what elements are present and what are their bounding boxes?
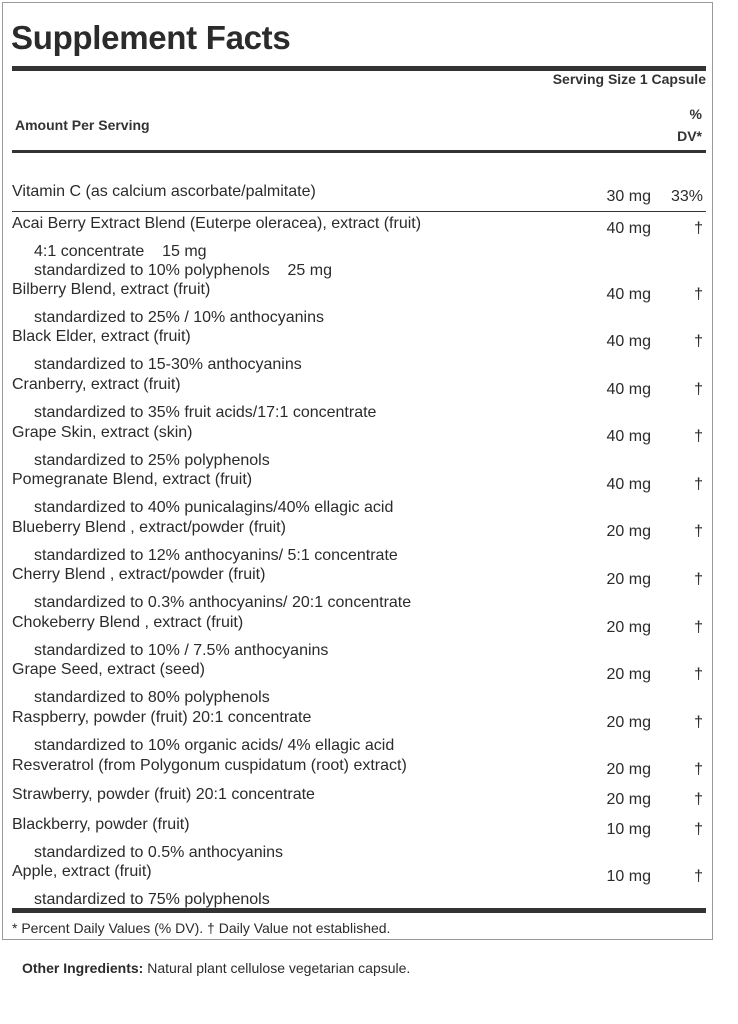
row-dv: † — [694, 428, 703, 445]
row-text: Apple, extract (fruit) — [12, 863, 152, 880]
row-dv: † — [694, 333, 703, 350]
other-ingredients — [22, 960, 410, 976]
amount-per-serving-label: Amount Per Serving — [15, 117, 150, 133]
row-dv: † — [694, 286, 703, 303]
dv-header-percent: % — [689, 106, 702, 122]
row-amount: 40 mg — [606, 220, 651, 237]
vitamin-divider — [12, 211, 706, 212]
row-amount: 40 mg — [606, 333, 651, 350]
row-subtext: standardized to 12% anthocyanins/ 5:1 concentrate — [34, 547, 398, 564]
row-amount: 40 mg — [606, 286, 651, 303]
row-amount: 40 mg — [606, 381, 651, 398]
row-subtext: standardized to 75% polyphenols — [34, 891, 270, 908]
row-text: Cherry Blend , extract/powder (fruit) — [12, 566, 266, 583]
row-subtext: standardized to 0.5% anthocyanins — [34, 844, 284, 861]
row-dv: † — [694, 381, 703, 398]
row-subtext: standardized to 10% polyphenols 25 mg — [34, 262, 332, 279]
row-subtext: standardized to 25% / 10% anthocyanins — [34, 309, 324, 326]
row-amount: 20 mg — [606, 523, 651, 540]
dv-header-label: DV* — [677, 128, 702, 144]
row-dv: † — [694, 476, 703, 493]
row-subtext: standardized to 40% punicalagins/40% ellagic acid — [34, 499, 394, 516]
row-amount: 20 mg — [606, 761, 651, 778]
row-dv: † — [694, 666, 703, 683]
row-amount: 20 mg — [606, 619, 651, 636]
row-text: Raspberry, powder (fruit) 20:1 concentrate — [12, 709, 312, 726]
row-subtext: standardized to 35% fruit acids/17:1 concentrate — [34, 404, 377, 421]
row-amount: 20 mg — [606, 791, 651, 808]
row-amount: 10 mg — [606, 868, 651, 885]
row-text: Chokeberry Blend , extract (fruit) — [12, 614, 244, 631]
row-amount: 10 mg — [606, 821, 651, 838]
row-dv: † — [694, 761, 703, 778]
row-subtext: standardized to 15-30% anthocyanins — [34, 356, 302, 373]
row-dv: † — [694, 571, 703, 588]
row-amount: 20 mg — [606, 666, 651, 683]
footnote: * Percent Daily Values (% DV). † Daily Value not established. — [12, 920, 391, 936]
row-text: Acai Berry Extract Blend (Euterpe oleracea), extract (fruit) — [12, 215, 422, 232]
row-text: Vitamin C (as calcium ascorbate/palmitate) — [12, 183, 316, 200]
row-amount: 30 mg — [606, 188, 651, 205]
row-dv: † — [694, 523, 703, 540]
row-text: Resveratrol (from Polygonum cuspidatum (root) extract) — [12, 757, 407, 774]
row-text: Black Elder, extract (fruit) — [12, 328, 191, 345]
row-subtext: standardized to 10% organic acids/ 4% ellagic acid — [34, 737, 395, 754]
row-text: Strawberry, powder (fruit) 20:1 concentrate — [12, 786, 315, 803]
row-text: Pomegranate Blend, extract (fruit) — [12, 471, 253, 488]
row-text: Blueberry Blend , extract/powder (fruit) — [12, 519, 286, 536]
row-amount: 20 mg — [606, 571, 651, 588]
row-text: Grape Skin, extract (skin) — [12, 424, 193, 441]
serving-size: Serving Size 1 Capsule — [552, 71, 706, 87]
other-ingredients-label: Other Ingredients: — [22, 960, 144, 976]
row-subtext: standardized to 10% / 7.5% anthocyanins — [34, 642, 329, 659]
row-text: Grape Seed, extract (seed) — [12, 661, 205, 678]
row-subtext: standardized to 25% polyphenols — [34, 452, 270, 469]
row-text: Cranberry, extract (fruit) — [12, 376, 181, 393]
row-text: Bilberry Blend, extract (fruit) — [12, 281, 211, 298]
row-subtext: standardized to 0.3% anthocyanins/ 20:1 concentrate — [34, 594, 412, 611]
row-subtext: standardized to 80% polyphenols — [34, 689, 270, 706]
row-subtext: 4:1 concentrate 15 mg — [34, 243, 207, 260]
panel-title: Supplement Facts — [11, 19, 291, 56]
row-amount: 40 mg — [606, 428, 651, 445]
row-dv: † — [694, 619, 703, 636]
row-dv: † — [694, 220, 703, 237]
row-dv: † — [694, 791, 703, 808]
row-dv: † — [694, 821, 703, 838]
other-ingredients-text: Natural plant cellulose vegetarian capsule. — [143, 960, 411, 976]
header-divider — [12, 150, 706, 153]
row-text: Blackberry, powder (fruit) — [12, 816, 190, 833]
bottom-thick-divider — [12, 908, 706, 913]
row-dv: † — [694, 714, 703, 731]
row-amount: 40 mg — [606, 476, 651, 493]
row-dv: 33% — [670, 188, 703, 205]
row-dv: † — [694, 868, 703, 885]
row-amount: 20 mg — [606, 714, 651, 731]
